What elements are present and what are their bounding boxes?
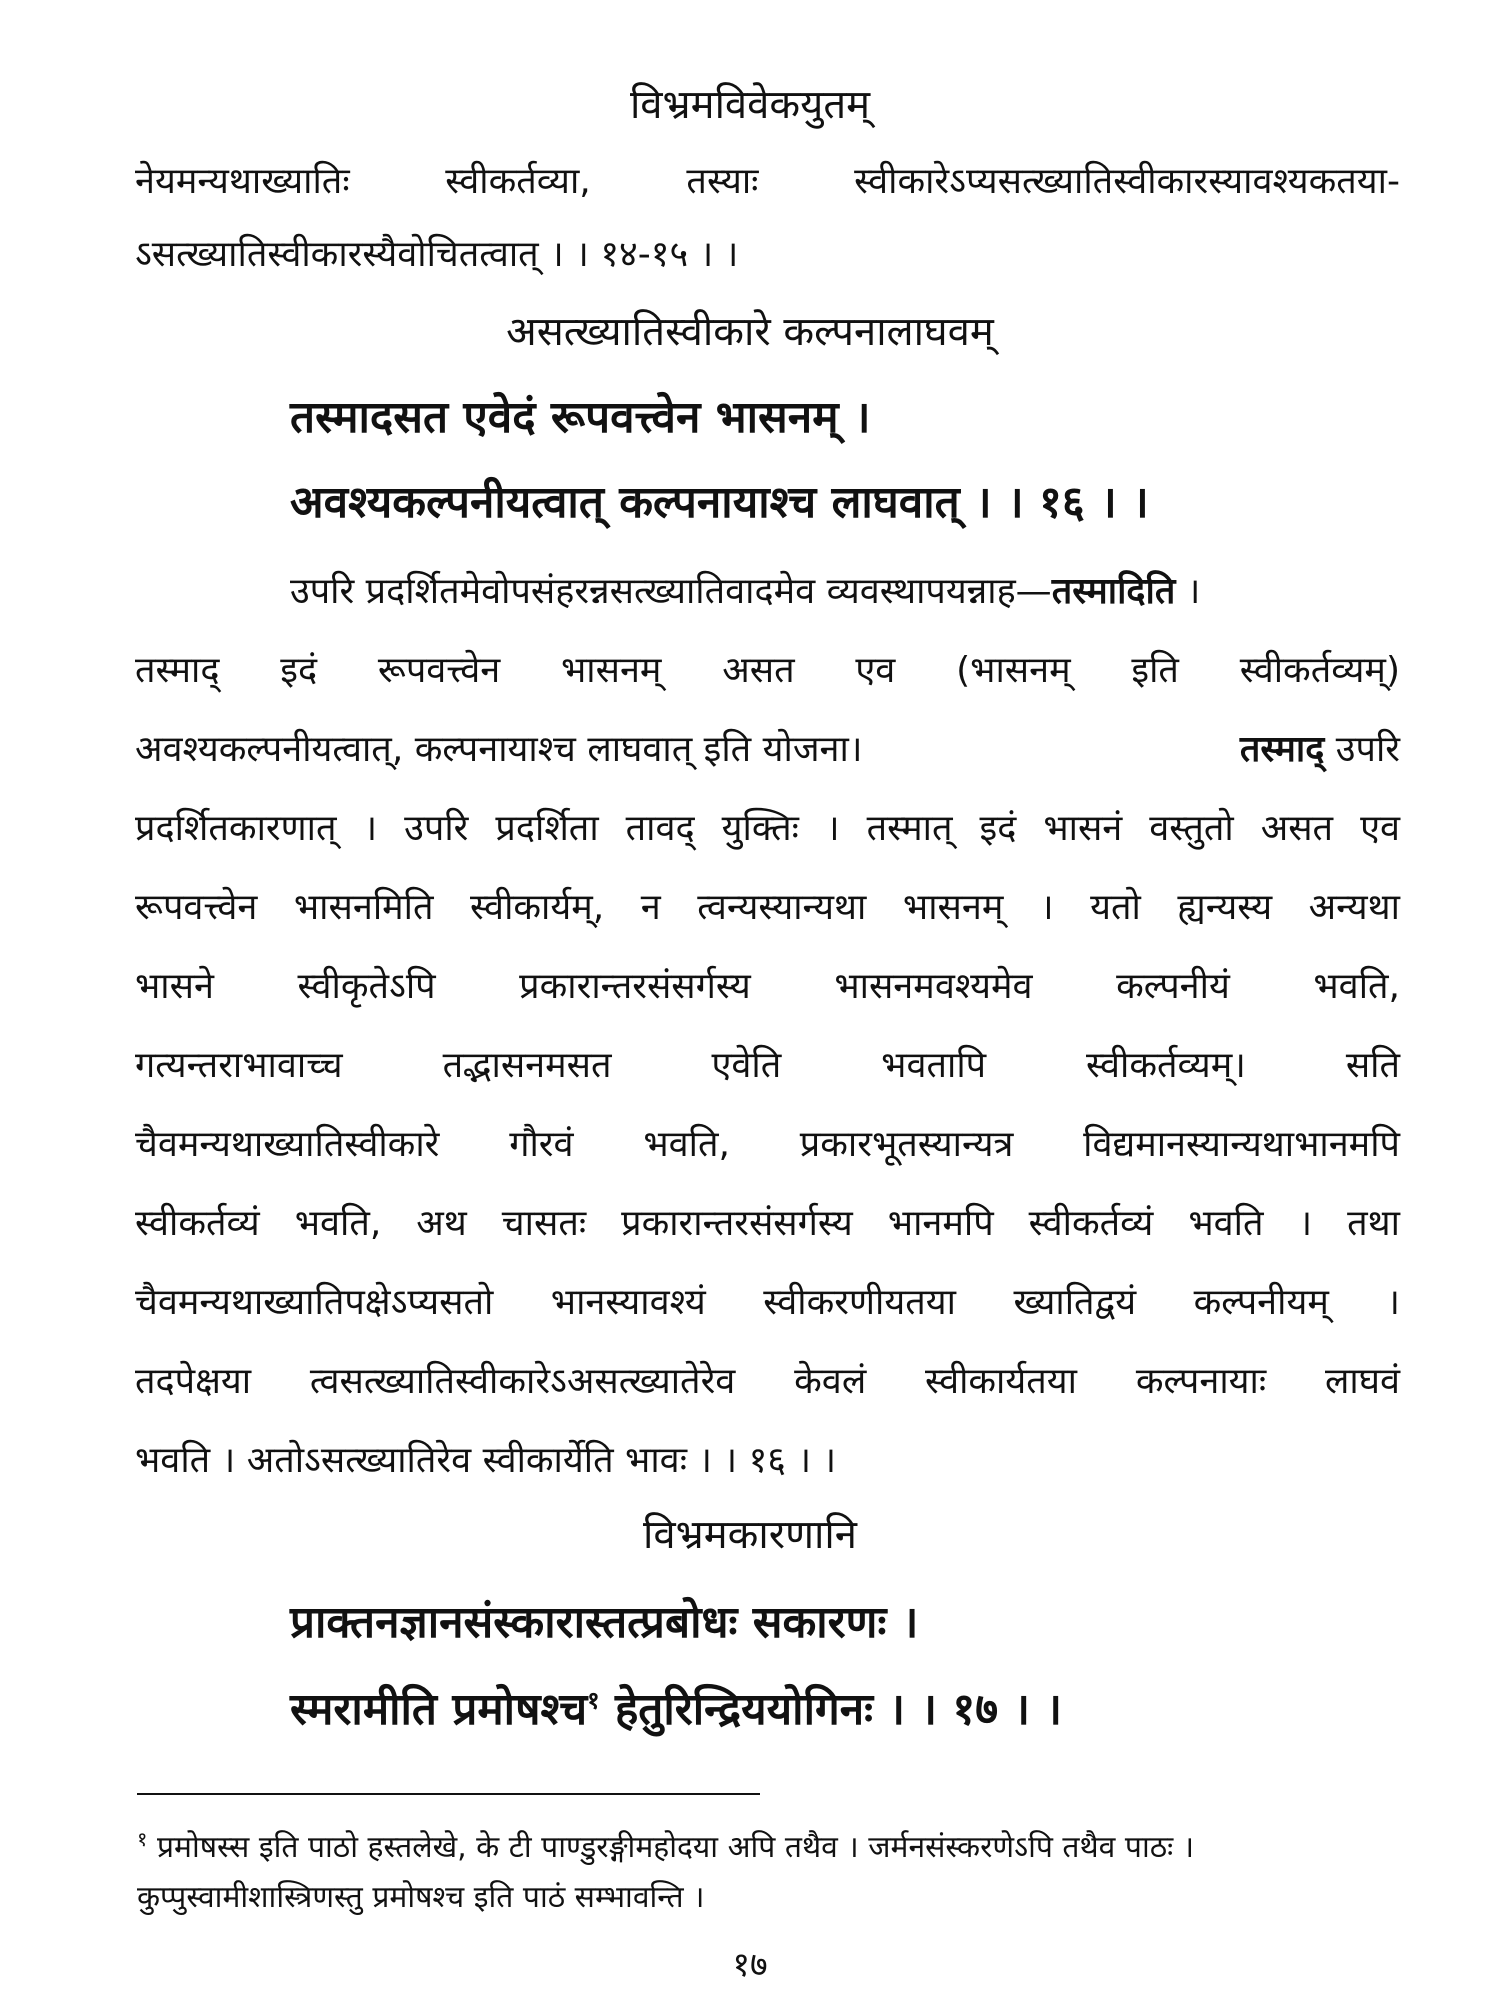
commentary-line-1 bbox=[290, 565, 1400, 614]
commentary-line-5: रूपवत्त्वेन भासनमिति स्वीकार्यम्, न त्वन्यस्यान्यथा भासनम् । यतो ह्यन्यस्य अन्यथा bbox=[135, 887, 1400, 928]
commentary-line-12: भवति । अतोऽसत्ख्यातिरेव स्वीकार्येति भावः । । १६ । । bbox=[135, 1440, 837, 1481]
intro-line-2: ऽसत्ख्यातिस्वीकारस्यैवोचितत्वात् । । १४-१५ । । bbox=[135, 234, 739, 275]
page-number: १७ bbox=[732, 1945, 768, 1985]
commentary-line-11: तदपेक्षया त्वसत्ख्यातिस्वीकारेऽअसत्ख्यातेरेव केवलं स्वीकार्यतया कल्पनायाः लाघवं bbox=[135, 1361, 1400, 1402]
commentary-line-2: तस्माद् इदं रूपवत्त्वेन भासनम् असत एव (भासनम् इति स्वीकर्तव्यम्) bbox=[135, 650, 1400, 691]
commentary-line-3 bbox=[135, 723, 1400, 772]
commentary-line-3-tail bbox=[1240, 723, 1400, 772]
verse-16-line-2: अवश्यकल्पनीयत्वात् कल्पनायाश्च लाघवात् । । १६ । । bbox=[290, 477, 1149, 528]
commentary-line-3-last: उपरि bbox=[1335, 729, 1400, 770]
verse-17-line-2 bbox=[290, 1677, 1410, 1737]
section-heading-2: विभ्रमकारणानि bbox=[643, 1512, 857, 1558]
commentary-keyword: तस्मादिति bbox=[1051, 571, 1176, 612]
commentary-line-9: स्वीकर्तव्यं भवति, अथ चासतः प्रकारान्तरसंसर्गस्य भानमपि स्वीकर्तव्यं भवति । तथा bbox=[135, 1203, 1400, 1244]
footnote-line-1 bbox=[137, 1825, 1194, 1866]
running-head: विभ्रमविवेकयुतम् bbox=[629, 82, 871, 128]
commentary-line-10: चैवमन्यथाख्यातिपक्षेऽप्यसतो भानस्यावश्यं स्वीकरणीयतया ख्यातिद्वयं कल्पनीयम् । bbox=[135, 1282, 1400, 1323]
commentary-line-7: गत्यन्तराभावाच्च तद्भासनमसत एवेति भवतापि स्वीकर्तव्यम्। सति bbox=[135, 1045, 1400, 1086]
commentary-line-6: भासने स्वीकृतेऽपि प्रकारान्तरसंसर्गस्य भासनमवश्यमेव कल्पनीयं भवति, bbox=[135, 966, 1400, 1007]
footnote-divider bbox=[137, 1793, 760, 1795]
commentary-line-3-bold: तस्माद् bbox=[1239, 729, 1325, 770]
commentary-line-3-text: अवश्यकल्पनीयत्वात्, कल्पनायाश्च लाघवात् इति योजना। bbox=[135, 729, 863, 770]
footnote-line-2: कुप्पुस्वामीशास्त्रिणस्तु प्रमोषश्च इति पाठं सम्भावन्ति । bbox=[137, 1880, 705, 1915]
commentary-line-8: चैवमन्यथाख्यातिस्वीकारे गौरवं भवति, प्रकारभूतस्यान्यत्र विद्यमानस्यान्यथाभानमपि bbox=[135, 1124, 1400, 1165]
verse-17-line-1: प्राक्तनज्ञानसंस्कारास्तत्प्रबोधः सकारणः । bbox=[290, 1597, 919, 1648]
intro-line-1: नेयमन्यथाख्यातिः स्वीकर्तव्या, तस्याः स्वीकारेऽप्यसत्ख्यातिस्वीकारस्यावश्यकतया- bbox=[135, 161, 1400, 202]
verse-17-text: स्मरामीति प्रमोषश्च bbox=[290, 1684, 588, 1735]
section-heading-1: असत्ख्यातिस्वीकारे कल्पनालाघवम् bbox=[506, 309, 994, 355]
footnote-text-1: प्रमोषस्स इति पाठो हस्तलेखे, के टी पाण्डुरङ्गीमहोदया अपि तथैव । जर्मनसंस्करणेऽपि तथैव पाठः । bbox=[147, 1830, 1195, 1865]
footnote-marker: १ bbox=[137, 1827, 148, 1851]
commentary-line-1-end: । bbox=[1175, 571, 1201, 612]
footnote-ref: १ bbox=[587, 1686, 600, 1715]
commentary-line-4: प्रदर्शितकारणात् । उपरि प्रदर्शिता तावद् युक्तिः । तस्मात् इदं भासनं वस्तुतो असत एव bbox=[135, 808, 1400, 849]
verse-16-line-1: तस्मादसत एवेदं रूपवत्त्वेन भासनम् । bbox=[290, 392, 871, 443]
commentary-line-1-text: उपरि प्रदर्शितमेवोपसंहरन्नसत्ख्यातिवादमेव व्यवस्थापयन्नाह— bbox=[290, 571, 1052, 612]
verse-17-text-end: हेतुरिन्द्रिययोगिनः । । १७ । । bbox=[599, 1684, 1063, 1735]
